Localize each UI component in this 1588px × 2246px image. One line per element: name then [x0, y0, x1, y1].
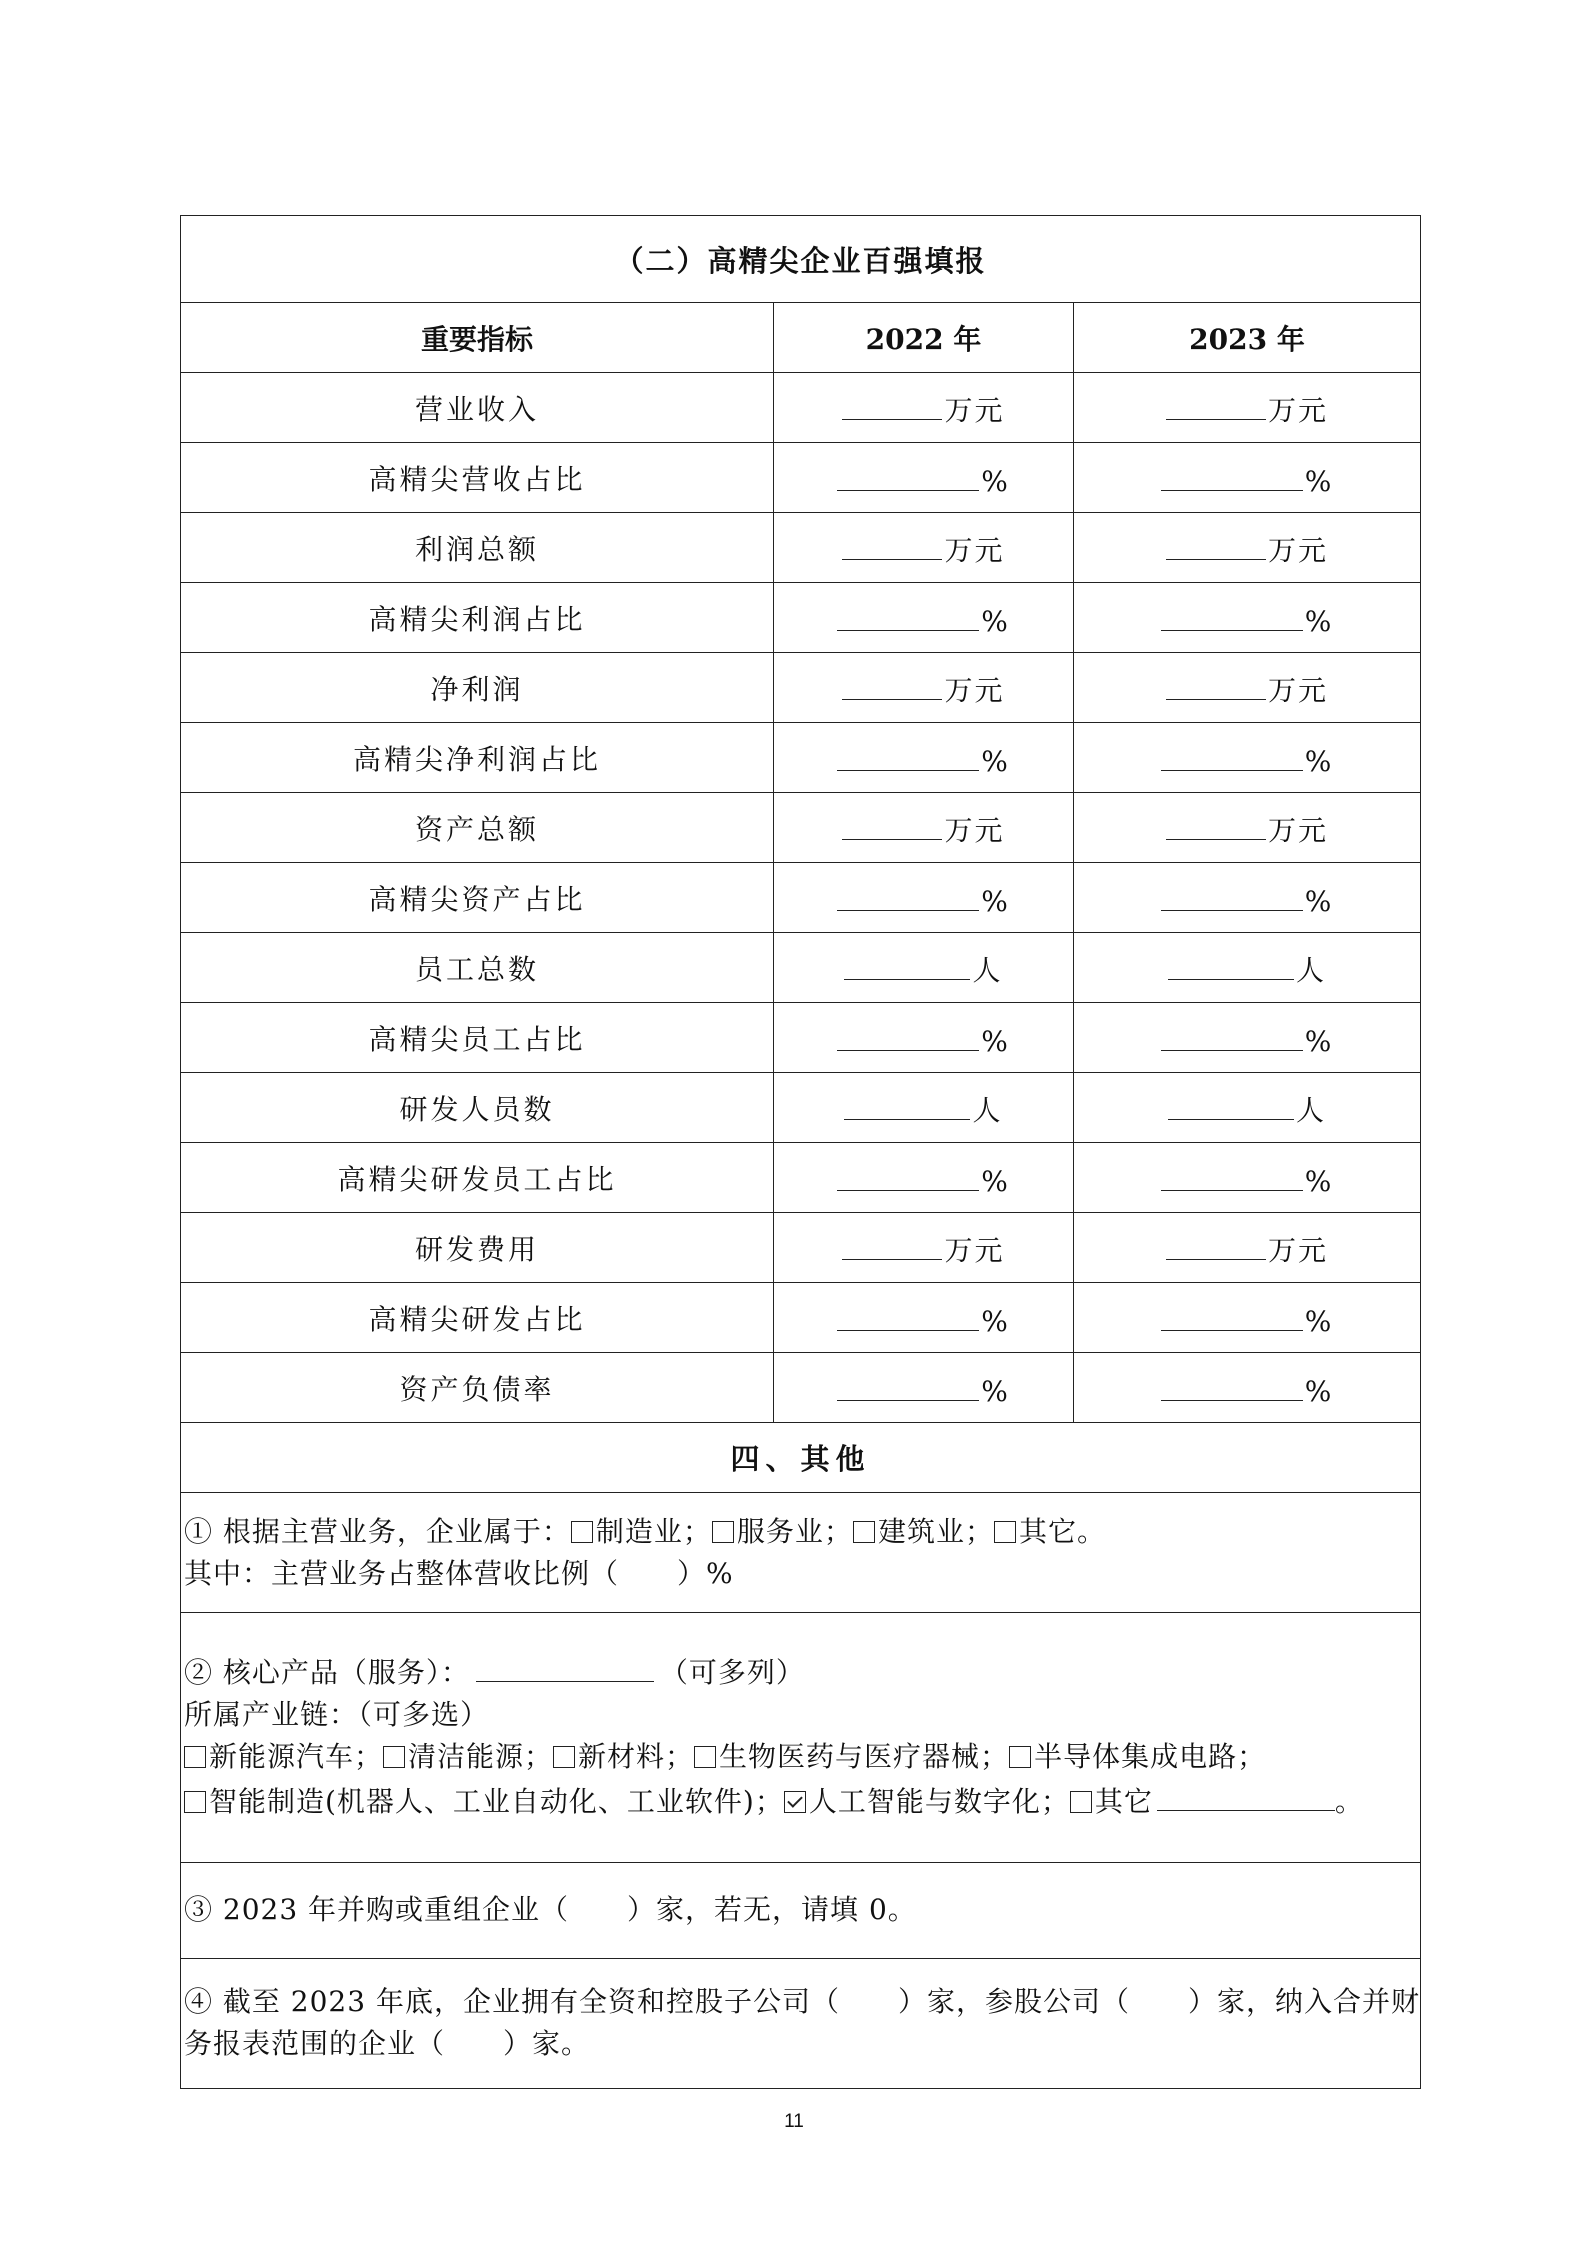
value-cell-2023 — [1074, 793, 1421, 863]
unit-label: 万元 — [944, 813, 1005, 847]
value-cell-2022 — [774, 793, 1074, 863]
question-2-line-1 — [184, 1649, 1420, 1694]
fill-blank-2023[interactable] — [1168, 1087, 1294, 1120]
checkbox[interactable] — [184, 1746, 206, 1768]
value-cell-2022 — [774, 373, 1074, 443]
business-type-option-label: 制造业； — [595, 1515, 712, 1548]
question-2-cell — [181, 1613, 1421, 1863]
value-cell-2022 — [774, 1353, 1074, 1423]
unit-label: 万元 — [1268, 393, 1329, 427]
industry-chain-option — [1009, 1740, 1266, 1773]
indicator-row — [181, 1353, 1421, 1423]
indicator-label: 资产总额 — [181, 793, 774, 863]
question-4-cell — [181, 1959, 1421, 2089]
unit-label: % — [981, 1374, 1010, 1408]
column-header-2022: 2022 年 — [774, 303, 1074, 373]
fill-blank-2023[interactable] — [1168, 947, 1294, 980]
fill-blank-2023[interactable] — [1161, 1018, 1303, 1051]
question-2-line-3 — [184, 1736, 1420, 1778]
indicator-label: 利润总额 — [181, 513, 774, 583]
indicator-row — [181, 1213, 1421, 1283]
fill-blank-2023[interactable] — [1166, 527, 1266, 560]
industry-chain-option-label: 清洁能源； — [408, 1740, 554, 1773]
industry-chain-option-label: 其它 — [1094, 1785, 1153, 1818]
fill-blank-2022[interactable] — [842, 527, 942, 560]
industry-chain-option — [784, 1785, 1070, 1818]
indicator-row — [181, 933, 1421, 1003]
fill-blank-2022[interactable] — [837, 1158, 979, 1191]
unit-label: % — [1304, 604, 1334, 638]
indicator-label: 员工总数 — [181, 933, 774, 1003]
industry-chain-option-label: 新材料； — [578, 1740, 695, 1773]
question-2-line-4 — [184, 1778, 1420, 1823]
fill-blank-2022[interactable] — [837, 598, 979, 631]
unit-label: 万元 — [1268, 1233, 1329, 1267]
fill-blank-2022[interactable] — [844, 947, 970, 980]
checkbox[interactable] — [994, 1521, 1016, 1543]
unit-label: 万元 — [944, 393, 1005, 427]
unit-label: % — [1304, 464, 1334, 498]
question-2-line-2: 所属产业链：（可多选） — [184, 1698, 490, 1731]
fill-blank-2022[interactable] — [837, 1298, 979, 1331]
question-2-line-4-end: 。 — [1334, 1785, 1364, 1818]
unit-label: 万元 — [1268, 673, 1329, 707]
value-cell-2023 — [1074, 513, 1421, 583]
fill-blank-2023[interactable] — [1161, 1158, 1303, 1191]
value-cell-2023 — [1074, 443, 1421, 513]
unit-label: % — [981, 744, 1010, 778]
industry-chain-option-label: 智能制造(机器人、工业自动化、工业软件)； — [209, 1785, 784, 1818]
column-header-2023: 2023 年 — [1074, 303, 1421, 373]
question-4-text: ④ 截至 2023 年底，企业拥有全资和控股子公司（ ）家，参股公司（ ）家，纳入合并财务报表范围的企业（ ）家。 — [184, 1985, 1420, 2060]
fill-blank-2022[interactable] — [837, 1368, 979, 1401]
unit-label: % — [1304, 1374, 1334, 1408]
industry-chain-option — [184, 1785, 784, 1818]
unit-label: 万元 — [1268, 813, 1329, 847]
fill-blank-2023[interactable] — [1161, 1298, 1303, 1331]
question-3-cell — [181, 1863, 1421, 1959]
indicator-label: 高精尖员工占比 — [181, 1003, 774, 1073]
indicator-row — [181, 1283, 1421, 1353]
fill-blank-2023[interactable] — [1161, 878, 1303, 911]
unit-label: 人 — [972, 1093, 1003, 1127]
unit-label: % — [1304, 884, 1334, 918]
industry-chain-option-label: 人工智能与数字化； — [808, 1785, 1070, 1818]
indicator-label: 高精尖资产占比 — [181, 863, 774, 933]
value-cell-2022 — [774, 1073, 1074, 1143]
industry-chain-option — [383, 1740, 553, 1773]
fill-blank-2022[interactable] — [842, 807, 942, 840]
value-cell-2023 — [1074, 653, 1421, 723]
unit-label: % — [981, 1164, 1010, 1198]
value-cell-2022 — [774, 863, 1074, 933]
value-cell-2023 — [1074, 863, 1421, 933]
unit-label: % — [981, 464, 1010, 498]
question-1-prefix: ① 根据主营业务，企业属于： — [184, 1515, 571, 1548]
unit-label: % — [981, 1024, 1010, 1058]
business-type-option-label: 服务业； — [736, 1515, 853, 1548]
industry-chain-option — [184, 1740, 383, 1773]
unit-label: % — [1304, 1304, 1334, 1338]
value-cell-2023 — [1074, 933, 1421, 1003]
industry-chain-option-label: 新能源汽车； — [209, 1740, 384, 1773]
value-cell-2023 — [1074, 723, 1421, 793]
business-type-option — [712, 1515, 853, 1548]
indicator-label: 研发费用 — [181, 1213, 774, 1283]
indicator-label: 营业收入 — [181, 373, 774, 443]
checkbox[interactable] — [571, 1521, 593, 1543]
value-cell-2022 — [774, 723, 1074, 793]
core-product-blank[interactable] — [476, 1649, 654, 1682]
indicator-row — [181, 863, 1421, 933]
value-cell-2023 — [1074, 1143, 1421, 1213]
indicator-label: 研发人员数 — [181, 1073, 774, 1143]
business-type-option-label: 建筑业； — [877, 1515, 994, 1548]
industry-chain-option-label: 生物医药与医疗器械； — [719, 1740, 1010, 1773]
checkbox[interactable] — [553, 1746, 575, 1768]
value-cell-2023 — [1074, 583, 1421, 653]
unit-label: 万元 — [944, 1233, 1005, 1267]
question-1-line-2: 其中：主营业务占整体营收比例（ ）% — [184, 1557, 734, 1590]
indicator-row — [181, 653, 1421, 723]
indicator-row — [181, 373, 1421, 443]
unit-label: % — [1304, 1024, 1334, 1058]
value-cell-2022 — [774, 1003, 1074, 1073]
checkbox[interactable] — [1009, 1746, 1031, 1768]
unit-label: 人 — [972, 953, 1003, 987]
fill-blank-2022[interactable] — [837, 738, 979, 771]
indicator-row — [181, 793, 1421, 863]
fill-blank-2022[interactable] — [844, 1087, 970, 1120]
value-cell-2023 — [1074, 1353, 1421, 1423]
checkbox[interactable] — [184, 1791, 206, 1813]
unit-label: 人 — [1296, 1093, 1327, 1127]
checkbox[interactable] — [712, 1521, 734, 1543]
value-cell-2022 — [774, 583, 1074, 653]
fill-blank-2022[interactable] — [842, 387, 942, 420]
enterprise-form-table — [180, 215, 1421, 2089]
unit-label: 万元 — [944, 673, 1005, 707]
value-cell-2023 — [1074, 1213, 1421, 1283]
business-type-option — [571, 1515, 712, 1548]
indicator-row — [181, 583, 1421, 653]
value-cell-2022 — [774, 443, 1074, 513]
indicator-row — [181, 513, 1421, 583]
fill-blank-2023[interactable] — [1166, 387, 1266, 420]
value-cell-2023 — [1074, 373, 1421, 443]
indicator-label: 高精尖研发员工占比 — [181, 1143, 774, 1213]
checkbox-checked[interactable] — [784, 1791, 806, 1813]
unit-label: % — [1304, 744, 1334, 778]
business-type-option-label: 其它。 — [1018, 1515, 1106, 1548]
header-row — [181, 303, 1421, 373]
unit-label: 人 — [1296, 953, 1327, 987]
question-2-suffix: （可多列） — [659, 1656, 805, 1689]
unit-label: 万元 — [944, 533, 1005, 567]
value-cell-2022 — [774, 653, 1074, 723]
page-number: 11 — [784, 2111, 804, 2132]
business-type-option — [994, 1515, 1106, 1548]
unit-label: % — [981, 1304, 1010, 1338]
indicator-label: 资产负债率 — [181, 1353, 774, 1423]
fill-blank-2022[interactable] — [837, 878, 979, 911]
fill-blank-2023[interactable] — [1166, 1227, 1266, 1260]
indicator-row — [181, 443, 1421, 513]
indicator-row — [181, 1003, 1421, 1073]
indicator-label: 高精尖研发占比 — [181, 1283, 774, 1353]
value-cell-2023 — [1074, 1003, 1421, 1073]
value-cell-2022 — [774, 1143, 1074, 1213]
unit-label: % — [981, 884, 1010, 918]
value-cell-2022 — [774, 1283, 1074, 1353]
indicator-label: 高精尖净利润占比 — [181, 723, 774, 793]
unit-label: % — [981, 604, 1010, 638]
fill-blank-2023[interactable] — [1161, 458, 1303, 491]
indicator-label: 高精尖利润占比 — [181, 583, 774, 653]
unit-label: 万元 — [1268, 533, 1329, 567]
value-cell-2023 — [1074, 1283, 1421, 1353]
industry-chain-option — [1070, 1785, 1153, 1818]
fill-blank-2023[interactable] — [1161, 1368, 1303, 1401]
fill-blank-2023[interactable] — [1161, 738, 1303, 771]
checkbox[interactable] — [1070, 1791, 1092, 1813]
checkbox[interactable] — [383, 1746, 405, 1768]
question-3-text: ③ 2023 年并购或重组企业（ ）家，若无，请填 0。 — [184, 1893, 917, 1926]
indicator-row — [181, 1073, 1421, 1143]
fill-blank-2023[interactable] — [1166, 667, 1266, 700]
indicator-row — [181, 1143, 1421, 1213]
other-industry-blank[interactable] — [1157, 1778, 1335, 1811]
question-1-cell — [181, 1493, 1421, 1613]
unit-label: % — [1304, 1164, 1334, 1198]
value-cell-2022 — [774, 513, 1074, 583]
indicator-label: 净利润 — [181, 653, 774, 723]
industry-chain-option-label: 半导体集成电路； — [1034, 1740, 1267, 1773]
section-title: （二）高精尖企业百强填报 — [181, 216, 1421, 303]
checkbox[interactable] — [694, 1746, 716, 1768]
value-cell-2022 — [774, 933, 1074, 1003]
question-2-prefix: ② 核心产品（服务）： — [184, 1656, 470, 1689]
fill-blank-2022[interactable] — [837, 1018, 979, 1051]
industry-chain-option — [553, 1740, 694, 1773]
indicator-label: 高精尖营收占比 — [181, 443, 774, 513]
value-cell-2023 — [1074, 1073, 1421, 1143]
value-cell-2022 — [774, 1213, 1074, 1283]
fill-blank-2023[interactable] — [1161, 598, 1303, 631]
column-header-indicator: 重要指标 — [181, 303, 774, 373]
fill-blank-2023[interactable] — [1166, 807, 1266, 840]
fill-blank-2022[interactable] — [837, 458, 979, 491]
industry-chain-option — [694, 1740, 1009, 1773]
section-four-title: 四、其他 — [181, 1423, 1421, 1493]
fill-blank-2022[interactable] — [842, 1227, 942, 1260]
fill-blank-2022[interactable] — [842, 667, 942, 700]
indicator-row — [181, 723, 1421, 793]
question-1-line-1 — [184, 1511, 1420, 1553]
checkbox[interactable] — [853, 1521, 875, 1543]
business-type-option — [853, 1515, 994, 1548]
